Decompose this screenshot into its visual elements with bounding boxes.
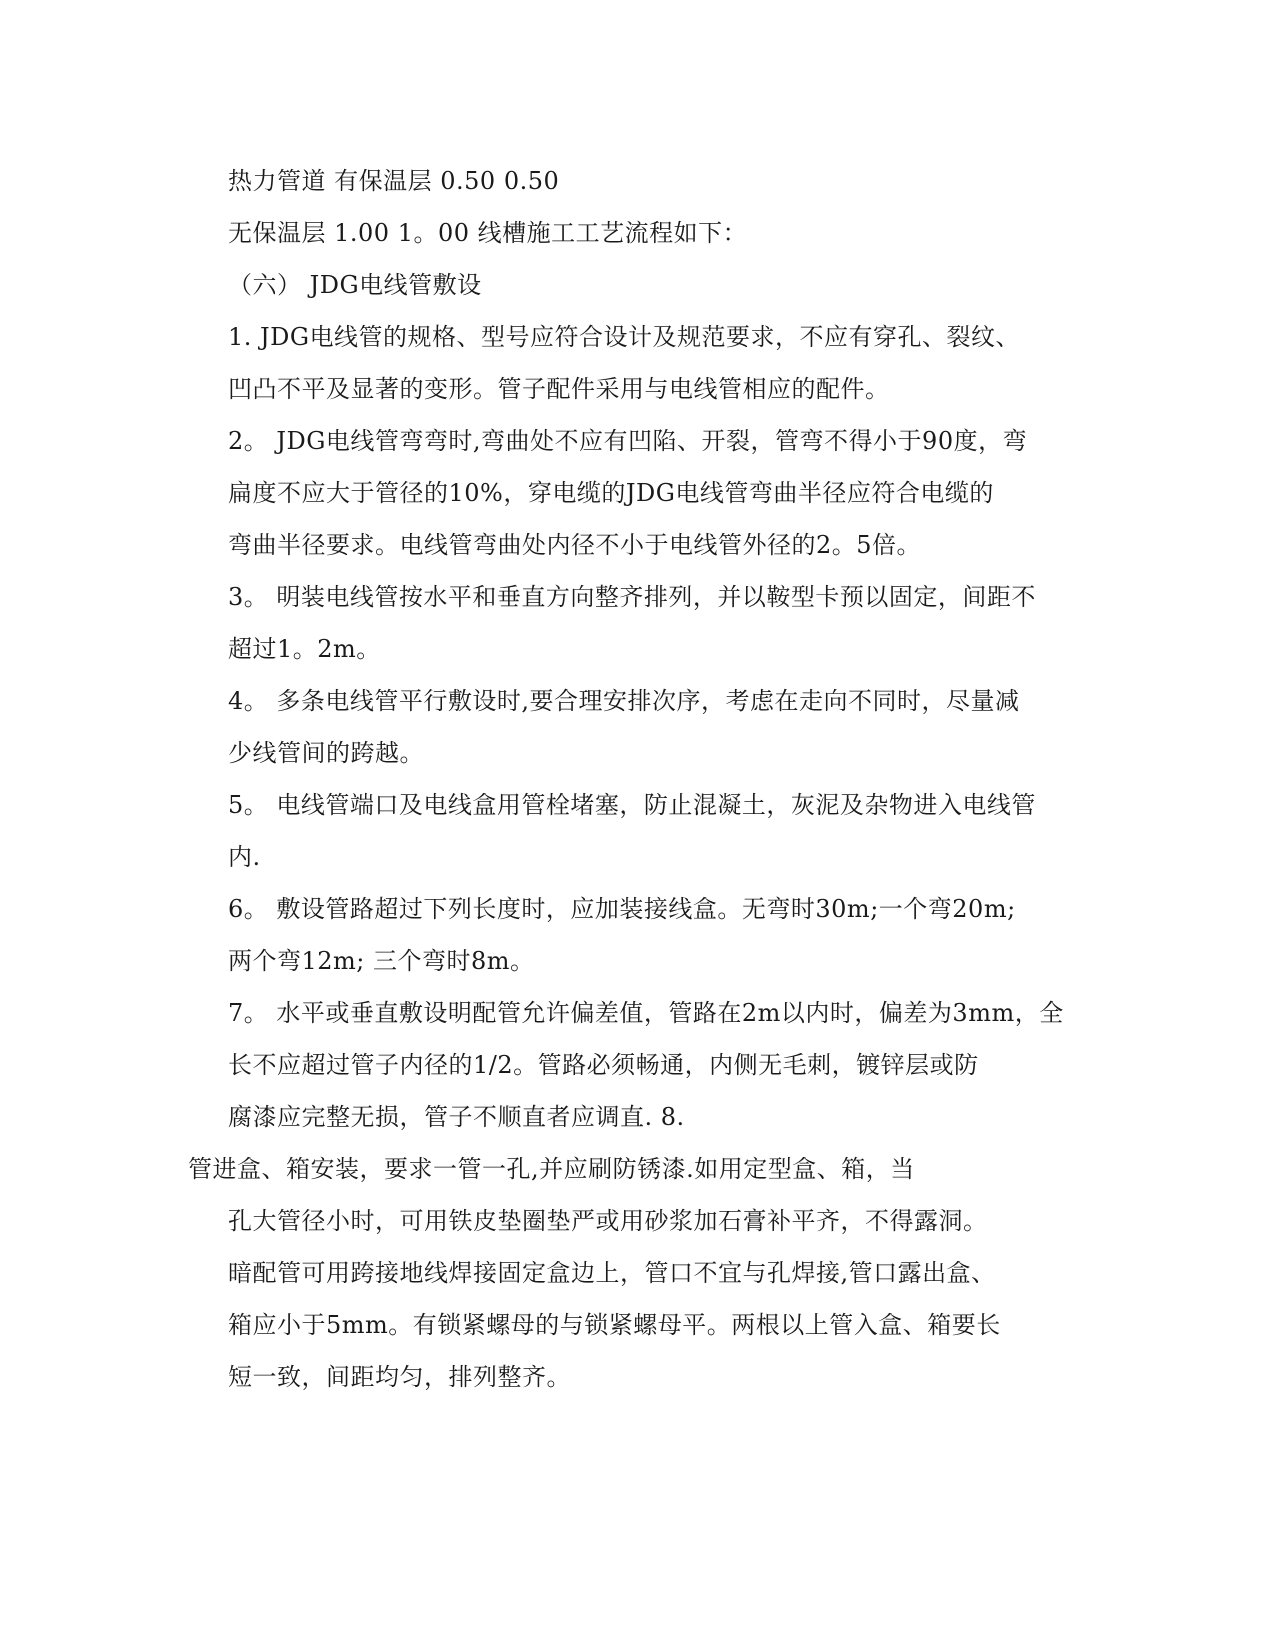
text-line: 管进盒、箱安装，要求一管一孔,并应刷防锈漆.如用定型盒、箱，当 — [188, 1155, 915, 1183]
text-line: 短一致，间距均匀，排列整齐。 — [228, 1363, 571, 1391]
text-line: 孔大管径小时，可用铁皮垫圈垫严或用砂浆加石膏补平齐，不得露洞。 — [228, 1207, 988, 1235]
text-line: 6。 敷设管路超过下列长度时，应加装接线盒。无弯时30m;一个弯20m; — [228, 895, 1016, 923]
text-line: 2。 JDG电线管弯弯时,弯曲处不应有凹陷、开裂，管弯不得小于90度，弯 — [228, 427, 1028, 455]
text-line: 凹凸不平及显著的变形。管子配件采用与电线管相应的配件。 — [228, 375, 890, 403]
text-line: 两个弯12m; 三个弯时8m。 — [228, 947, 535, 975]
text-line: 扁度不应大于管径的10%，穿电缆的JDG电线管弯曲半径应符合电缆的 — [228, 479, 994, 507]
text-line: 少线管间的跨越。 — [228, 739, 424, 767]
text-line: 热力管道 有保温层 0.50 0.50 — [228, 167, 560, 195]
text-line: 弯曲半径要求。电线管弯曲处内径不小于电线管外径的2。5倍。 — [228, 531, 922, 559]
text-line: 腐漆应完整无损，管子不顺直者应调直. 8. — [228, 1103, 685, 1131]
text-line: 箱应小于5mm。有锁紧螺母的与锁紧螺母平。两根以上管入盒、箱要长 — [228, 1311, 1001, 1339]
text-line: 超过1。2m。 — [228, 635, 381, 663]
text-line: 长不应超过管子内径的1/2。管路必须畅通，内侧无毛刺，镀锌层或防 — [228, 1051, 979, 1079]
text-line: 暗配管可用跨接地线焊接固定盒边上，管口不宜与孔焊接,管口露出盒、 — [228, 1259, 996, 1287]
section-heading: （六） JDG电线管敷设 — [228, 271, 482, 299]
text-line: 1. JDG电线管的规格、型号应符合设计及规范要求，不应有穿孔、裂纹、 — [228, 323, 1021, 351]
text-line: 5。 电线管端口及电线盒用管栓堵塞，防止混凝土，灰泥及杂物进入电线管 — [228, 791, 1036, 819]
text-line: 无保温层 1.00 1。00 线槽施工工艺流程如下： — [228, 219, 748, 247]
text-line: 内. — [228, 843, 261, 871]
text-line: 7。 水平或垂直敷设明配管允许偏差值，管路在2m以内时，偏差为3mm，全 — [228, 999, 1064, 1027]
text-line: 4。 多条电线管平行敷设时,要合理安排次序，考虑在走向不同时，尽量减 — [228, 687, 1020, 715]
text-line: 3。 明装电线管按水平和垂直方向整齐排列，并以鞍型卡预以固定，间距不 — [228, 583, 1036, 611]
